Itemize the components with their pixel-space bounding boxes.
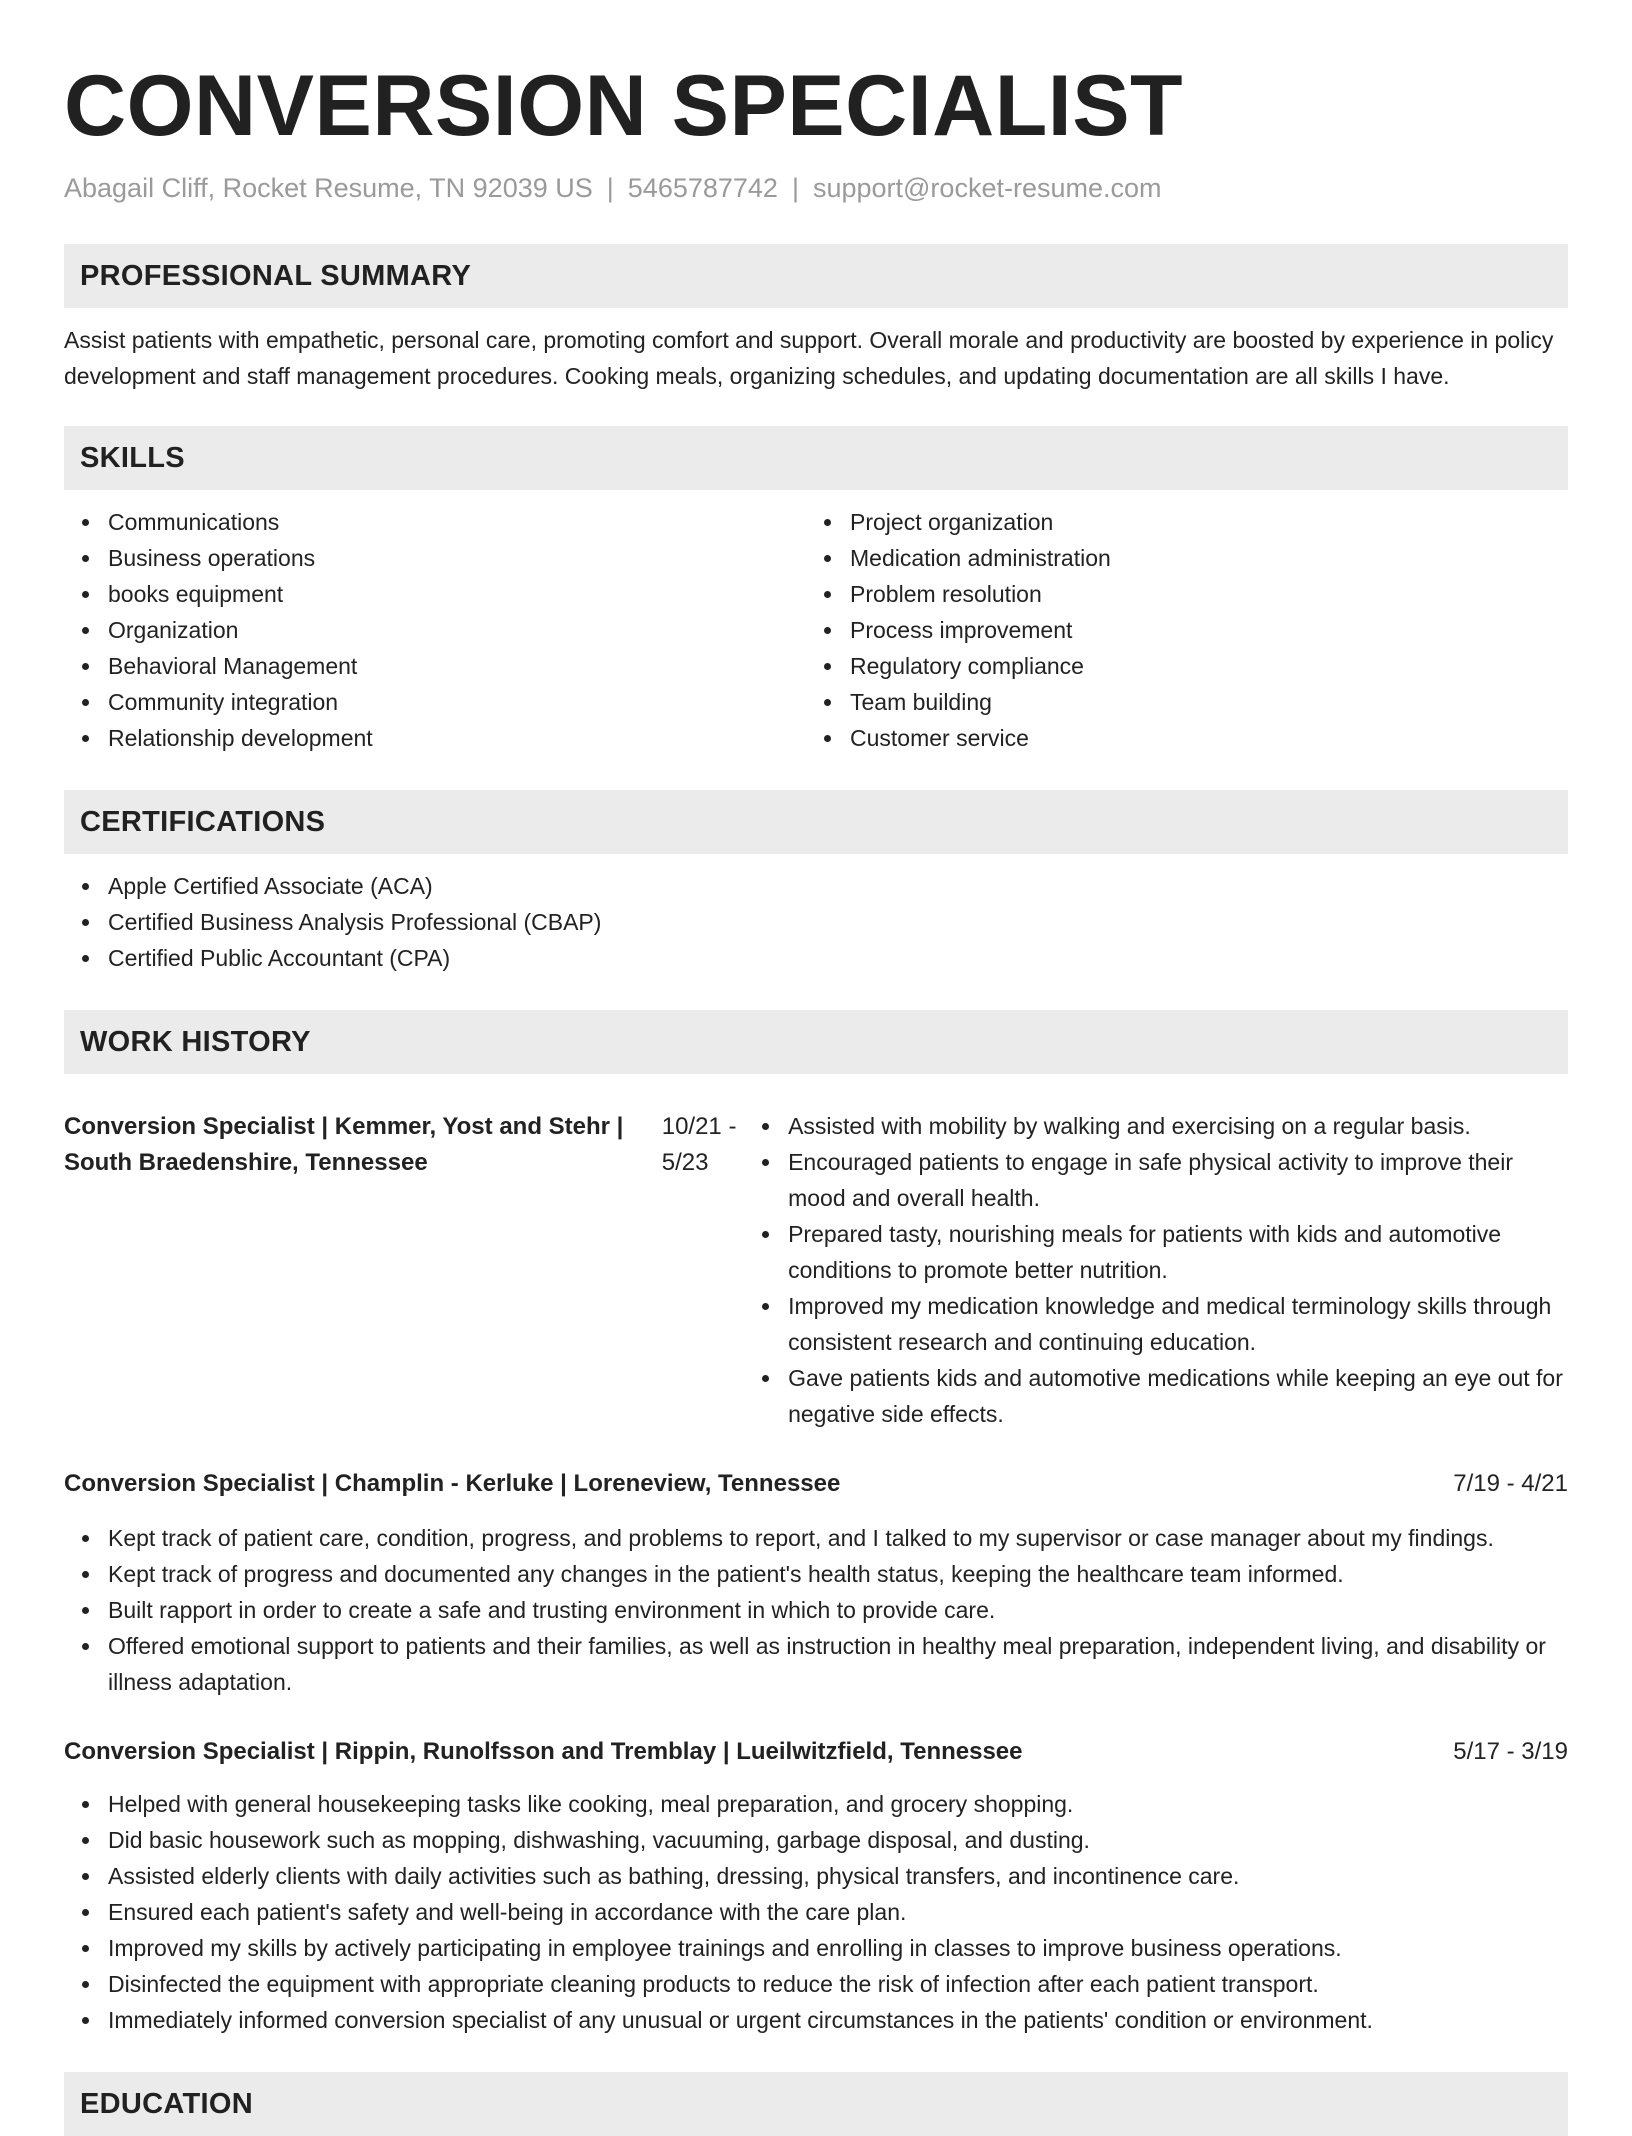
skills-list-left [64, 504, 806, 756]
job-bullets [744, 1108, 1568, 1432]
certification-item: Certified Public Accountant (CPA) [64, 940, 1568, 976]
job-header [64, 1466, 1568, 1502]
skill-item: Team building [806, 684, 1548, 720]
skill-item: Behavioral Management [64, 648, 806, 684]
section-header-work-history: WORK HISTORY [64, 1010, 1568, 1074]
certification-item: Certified Business Analysis Professional (CBAP) [64, 904, 1568, 940]
page-title: CONVERSION SPECIALIST [64, 58, 1184, 154]
job-bullet: Kept track of patient care, condition, progress, and problems to report, and I talked to my supervisor or case manager about my findings. [64, 1520, 1568, 1556]
section-header-education: EDUCATION [64, 2072, 1568, 2136]
job-entry [64, 1734, 1568, 2038]
job-entry [64, 1090, 1568, 2136]
skill-item: books equipment [64, 576, 806, 612]
skill-item: Medication administration [806, 540, 1548, 576]
job-bullet: Assisted elderly clients with daily activities such as bathing, dressing, physical transfers, and incontinence care. [64, 1858, 1568, 1894]
job-dates: 7/19 - 4/21 [1453, 1470, 1568, 1497]
contact-separator: | [606, 173, 614, 203]
contact-separator: | [791, 173, 799, 203]
skill-item: Project organization [806, 504, 1548, 540]
job-header [64, 1734, 1568, 1770]
job-dates: 5/17 - 3/19 [1453, 1738, 1568, 1765]
certifications-list [64, 868, 1568, 976]
job-title: Conversion Specialist | Rippin, Runolfsson and Tremblay | Lueilwitzfield, Tennessee [64, 1738, 1023, 1765]
job-bullet: Kept track of progress and documented any changes in the patient's health status, keeping the healthcare team informed. [64, 1556, 1568, 1592]
skill-item: Communications [64, 504, 806, 540]
contact-phone: 5465787742 [627, 173, 778, 203]
job-dates: 10/21 - 5/23 [661, 1113, 737, 1176]
skill-item: Problem resolution [806, 576, 1548, 612]
skill-item: Process improvement [806, 612, 1548, 648]
skill-item: Organization [64, 612, 806, 648]
job-title: Conversion Specialist | Champlin - Kerluke | Loreneview, Tennessee [64, 1470, 841, 1497]
section-header-certifications: CERTIFICATIONS [64, 790, 1568, 854]
certification-item: Apple Certified Associate (ACA) [64, 868, 1568, 904]
resume-page [64, 0, 1568, 2136]
job-bullet: Offered emotional support to patients and their families, as well as instruction in healthy meal preparation, independent living, and disability or illness adaptation. [64, 1628, 1568, 1700]
job-bullet: Improved my medication knowledge and medical terminology skills through consistent research and continuing education. [744, 1288, 1568, 1360]
skills-grid [64, 504, 1568, 756]
job-bullet: Ensured each patient's safety and well-being in accordance with the care plan. [64, 1894, 1568, 1930]
job-header [64, 1090, 1568, 1432]
contact-line [64, 170, 1568, 206]
skills-list-right [806, 504, 1548, 756]
job-bullet: Prepared tasty, nourishing meals for patients with kids and automotive conditions to promote better nutrition. [744, 1216, 1568, 1288]
job-bullet: Built rapport in order to create a safe and trusting environment in which to provide care. [64, 1592, 1568, 1628]
skill-item: Customer service [806, 720, 1548, 756]
skill-item: Relationship development [64, 720, 806, 756]
job-entry [64, 1466, 1568, 1700]
contact-address: Abagail Cliff, Rocket Resume, TN 92039 US [64, 173, 593, 203]
job-bullet: Disinfected the equipment with appropriate cleaning products to reduce the risk of infection after each patient transport. [64, 1966, 1568, 2002]
section-header-summary: PROFESSIONAL SUMMARY [64, 244, 1568, 308]
job-bullet: Did basic housework such as mopping, dishwashing, vacuuming, garbage disposal, and dusting. [64, 1822, 1568, 1858]
job-bullet: Gave patients kids and automotive medications while keeping an eye out for negative side effects. [744, 1360, 1568, 1432]
skill-item: Community integration [64, 684, 806, 720]
job-bullets [64, 1786, 1568, 2038]
section-header-skills: SKILLS [64, 426, 1568, 490]
job-title: Conversion Specialist | Kemmer, Yost and Stehr | South Braedenshire, Tennessee [64, 1113, 624, 1176]
job-bullet: Improved my skills by actively participating in employee trainings and enrolling in classes to improve business operations. [64, 1930, 1568, 1966]
summary-text: Assist patients with empathetic, personal care, promoting comfort and support. Overall morale and productivity are boosted by experience in policy development and staff management procedures. Cooking meals, organizing schedules, and updating documentation are all skills I have. [64, 327, 1554, 389]
job-bullet: Assisted with mobility by walking and exercising on a regular basis. [744, 1108, 1568, 1144]
job-bullet: Helped with general housekeeping tasks like cooking, meal preparation, and grocery shopping. [64, 1786, 1568, 1822]
job-bullets [64, 1520, 1568, 1700]
job-bullet: Encouraged patients to engage in safe physical activity to improve their mood and overall health. [744, 1144, 1568, 1216]
skill-item: Business operations [64, 540, 806, 576]
skill-item: Regulatory compliance [806, 648, 1548, 684]
job-bullet: Immediately informed conversion specialist of any unusual or urgent circumstances in the patients' condition or environment. [64, 2002, 1568, 2038]
contact-email: support@rocket-resume.com [812, 173, 1162, 203]
